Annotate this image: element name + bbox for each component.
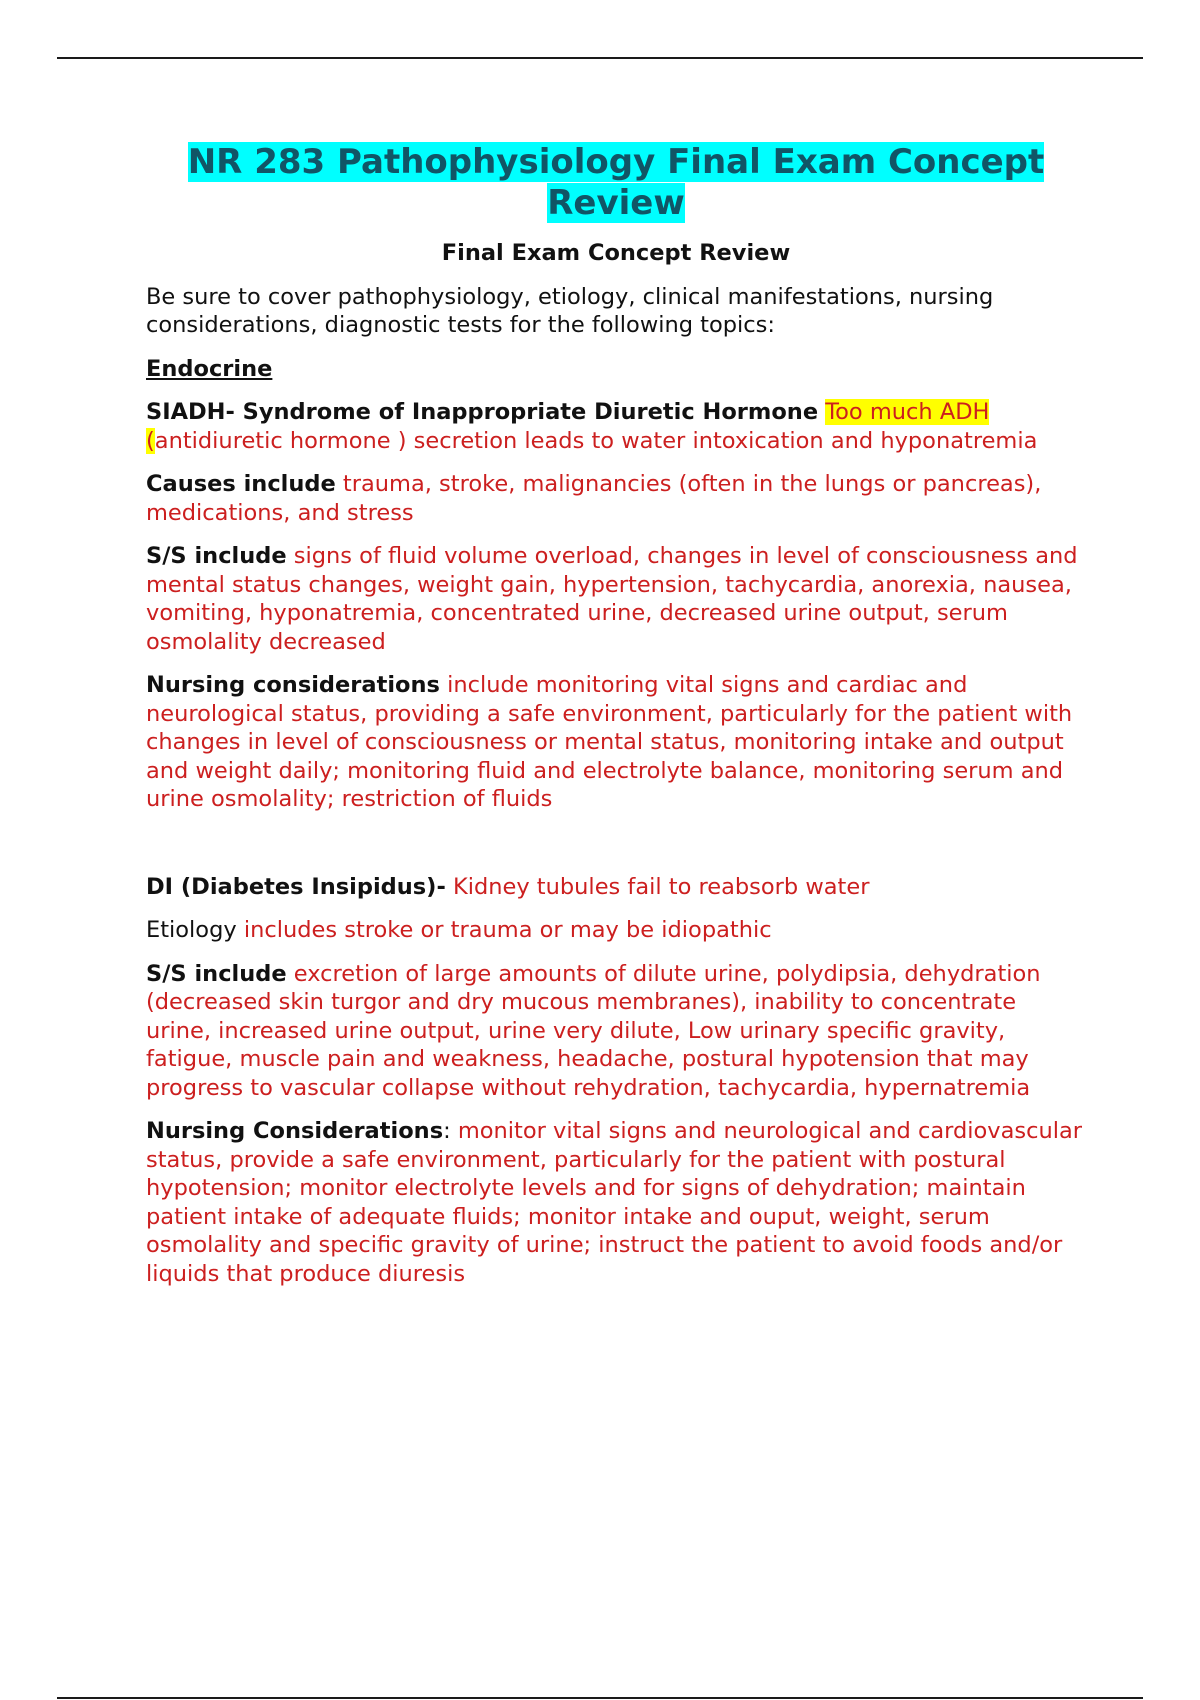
- siadh-nursing-text: include monitoring vital signs and cardiac and neurological status, providing a safe environment, particularly for the patient with changes in level of consciousness or mental status, monitoring intake and output and weight daily; monitoring fluid and electrolyte balance, monitoring serum and urine osmolality; restriction of fluids: [146, 672, 1073, 812]
- document-body: [146, 142, 1086, 1303]
- top-rule: [57, 57, 1143, 59]
- di-text: Kidney tubules fail to reabsorb water: [452, 873, 870, 900]
- siadh-ss-text: signs of fluid volume overload, changes in level of consciousness and mental status changes, weight gain, hypertension, tachycardia, anorexia, nausea, vomiting, hyponatremia, concentrated urine, decreased urine output, serum osmolality decreased: [146, 543, 1078, 655]
- di-nursing-text: monitor vital signs and neurological and cardiovascular status, provide a safe environment, particularly for the patient with postural hypotension; monitor electrolyte levels and for signs of dehydration; maintain patient intake of adequate fluids; monitor intake and ouput, weight, serum osmolality and specific gravity of urine; instruct the patient to avoid foods and/or liquids that produce diuresis: [146, 1118, 1083, 1287]
- intro-paragraph: Be sure to cover pathophysiology, etiology, clinical manifestations, nursing considerations, diagnostic tests for the following topics:: [146, 283, 994, 338]
- etiology-paragraph: [146, 916, 1086, 945]
- siadh-highlight: Too much ADH (: [146, 399, 990, 454]
- di-ss-text: excretion of large amounts of dilute urine, polydipsia, dehydration (decreased skin turgor and dry mucous membranes), inability to concentrate urine, increased urine output, urine very dilute, Low urinary specific gravity, fatigue, muscle pain and weakness, headache, postural hypotension that may progress to vascular collapse without rehydration, tachycardia, hypernatremia: [146, 960, 1041, 1101]
- etiology-label: Etiology: [146, 917, 237, 943]
- siadh-ss-label: S/S include: [146, 543, 287, 569]
- di-ss-paragraph: [146, 960, 1086, 1103]
- spacer: [146, 829, 1086, 873]
- di-nursing-paragraph: [146, 1117, 1086, 1288]
- siadh-ss-paragraph: [146, 542, 1086, 656]
- di-paragraph: [146, 873, 1086, 902]
- title-line-2: Review: [547, 183, 685, 223]
- siadh-text: antidiuretic hormone ) secretion leads to water intoxication and hyponatremia: [154, 427, 1038, 454]
- causes-label: Causes include: [146, 471, 336, 497]
- etiology-text: includes stroke or trauma or may be idiopathic: [243, 917, 772, 943]
- causes-text: trauma, stroke, malignancies (often in the lungs or pancreas), medications, and stress: [146, 471, 1042, 526]
- di-nursing-colon: :: [443, 1118, 451, 1144]
- causes-paragraph: [146, 470, 1086, 527]
- bottom-rule: [57, 1697, 1143, 1699]
- di-nursing-label: Nursing Considerations: [146, 1118, 444, 1144]
- siadh-nursing-label: Nursing considerations: [146, 672, 440, 698]
- siadh-paragraph: [146, 398, 1086, 455]
- subtitle: Final Exam Concept Review: [441, 240, 791, 266]
- di-ss-label: S/S include: [146, 960, 287, 987]
- siadh-heading: SIADH- Syndrome of Inappropriate Diuretic Hormone: [146, 399, 819, 425]
- siadh-nursing-paragraph: [146, 671, 1086, 814]
- title-line-1: NR 283 Pathophysiology Final Exam Concept: [187, 142, 1045, 182]
- section-heading-endocrine: Endocrine: [146, 355, 273, 382]
- page-title: [146, 142, 1086, 224]
- di-heading: DI (Diabetes Insipidus)-: [146, 873, 446, 900]
